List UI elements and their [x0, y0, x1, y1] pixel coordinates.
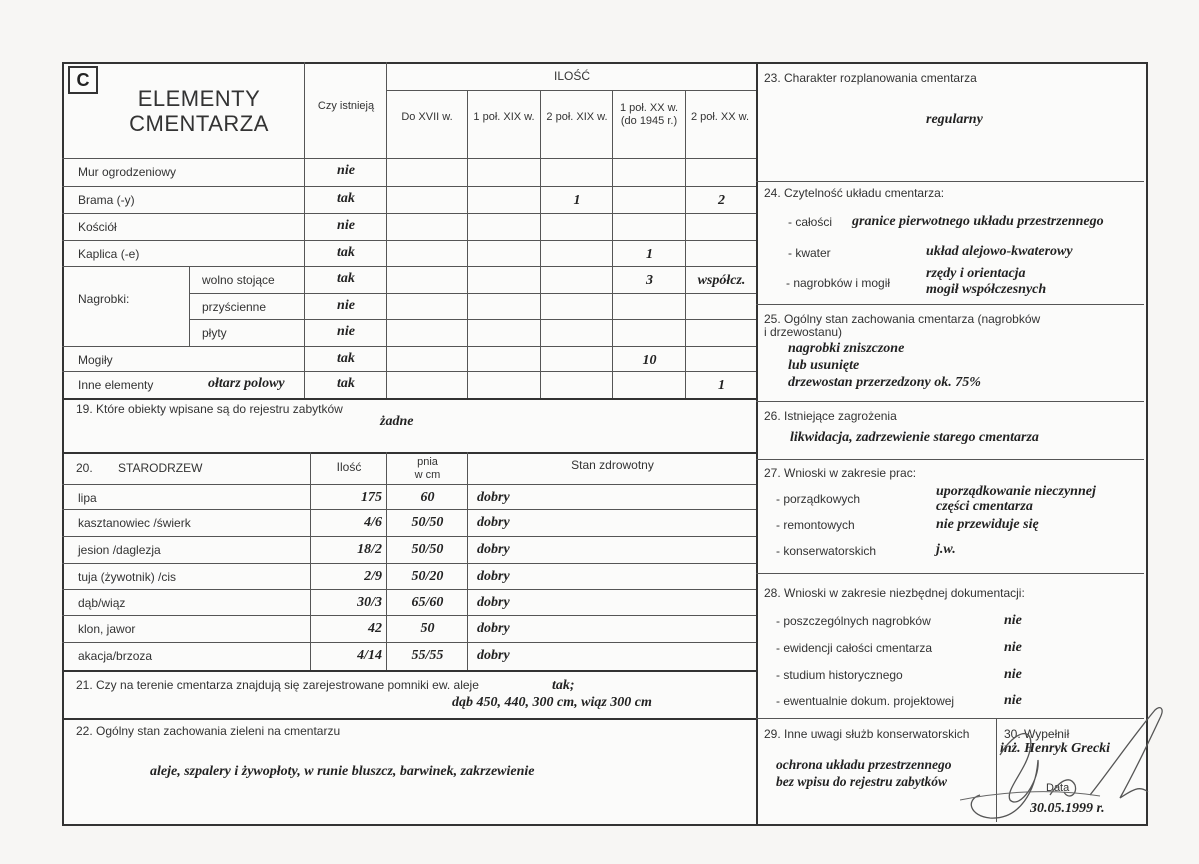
grid-line [62, 718, 756, 720]
col-ilosc-header: ILOŚĆ [553, 69, 590, 83]
q23-value: regularny [926, 112, 983, 127]
element-row-czy: tak [337, 376, 355, 391]
q20-label: STARODRZEW [118, 461, 203, 475]
grid-line [62, 186, 756, 187]
tree-name: kasztanowiec /świerk [78, 516, 191, 530]
q24-item-label: - kwater [788, 246, 831, 260]
elementy-title [96, 86, 302, 136]
tree-ilosc: 42 [368, 621, 382, 636]
grid-line [62, 452, 756, 454]
grid-line [62, 213, 756, 214]
q26-value: likwidacja, zadrzewienie starego cmentarza [790, 430, 1039, 445]
grid-line [756, 181, 1144, 182]
grid-line [62, 670, 756, 672]
tree-name: akacja/brzoza [78, 649, 153, 663]
grid-line [62, 266, 756, 267]
tree-pnia: 50 [420, 621, 435, 636]
signature-graphic [960, 700, 1180, 830]
q27-item-label: - konserwatorskich [776, 544, 877, 558]
q27-label: 27. Wnioski w zakresie prac: [764, 466, 917, 480]
tree-ilosc: 4/6 [364, 515, 382, 530]
tree-name: lipa [78, 491, 97, 505]
q30-value: inż. Henryk Grecki [1000, 741, 1111, 756]
element-row-label: Mogiły [78, 353, 113, 367]
tree-ilosc: 30/3 [357, 595, 382, 610]
section-letter-box: C [68, 66, 98, 94]
tree-pnia: 50/50 [411, 515, 444, 530]
q21-value-1: tak; [552, 678, 575, 693]
tree-pnia: 60 [420, 490, 435, 505]
q29-value: bez wpisu do rejestru zabytków [776, 774, 948, 789]
q28-item-value: nie [1004, 667, 1022, 682]
element-row-label: Mur ogrodzeniowy [78, 165, 177, 179]
element-row-label: Kościół [78, 220, 117, 234]
q25-label: 25. Ogólny stan zachowania cmentarza (nagrobków [764, 312, 1041, 326]
element-row-label: Inne elementy [78, 378, 154, 392]
grid-line [189, 319, 756, 320]
q22-value: aleje, szpalery i żywopłoty, w runie bluszcz, barwinek, zakrzewienie [150, 764, 535, 779]
grid-line [685, 90, 686, 398]
q25-label: i drzewostanu) [764, 325, 843, 339]
element-row-extra: ołtarz polowy [208, 376, 285, 391]
element-row-period-value: 10 [642, 353, 657, 368]
grid-line [62, 563, 756, 564]
q25-value: drzewostan przerzedzony ok. 75% [788, 375, 981, 390]
date-label: Data [1046, 782, 1070, 794]
tree-name: klon, jawor [78, 622, 136, 636]
element-row-czy: tak [337, 271, 355, 286]
date-value: 30.05.1999 r. [1030, 801, 1105, 816]
tree-ilosc: 175 [361, 490, 382, 505]
grid-line [62, 371, 756, 372]
q24-item-value: mogił współczesnych [926, 282, 1047, 297]
q24-item-label: - nagrobków i mogił [786, 276, 891, 290]
q21-value-2: dąb 450, 440, 300 cm, wiąz 300 cm [452, 695, 652, 710]
element-row-czy: tak [337, 351, 355, 366]
tree-ilosc: 4/14 [357, 648, 382, 663]
tree-pnia: 50/50 [411, 542, 444, 557]
grid-line [62, 346, 756, 347]
tree-pnia: 65/60 [411, 595, 444, 610]
grid-line [756, 304, 1144, 305]
grid-line [756, 573, 1144, 574]
q28-item-label: - studium historycznego [776, 668, 903, 682]
q28-item-value: nie [1004, 693, 1022, 708]
q24-item-value: granice pierwotnego układu przestrzennego [852, 214, 1104, 229]
grid-line [62, 642, 756, 643]
grid-line [386, 62, 387, 398]
element-row-czy: nie [337, 324, 355, 339]
q20-col-ilosc: Ilość [336, 460, 362, 474]
tree-ilosc: 18/2 [357, 542, 382, 557]
tree-stan: dobry [477, 648, 510, 663]
q29-value: ochrona układu przestrzennego [776, 757, 952, 772]
element-row-czy: nie [337, 163, 355, 178]
element-row-period-value: 3 [646, 273, 653, 288]
grid-line [189, 266, 190, 346]
tree-name: tuja (żywotnik) /cis [78, 570, 177, 584]
grid-line [189, 293, 756, 294]
q19-label: 19. Które obiekty wpisane są do rejestru zabytków [76, 402, 343, 416]
q30-label: 30. Wypełnił [1004, 727, 1070, 741]
tree-name: dąb/wiąz [78, 596, 126, 610]
grid-line [62, 158, 756, 159]
q29-label: 29. Inne uwagi służb konserwatorskich [764, 727, 970, 741]
q28-item-label: - ewentualnie dokum. projektowej [776, 694, 955, 708]
grid-line [62, 589, 756, 590]
element-row-czy: nie [337, 218, 355, 233]
tree-ilosc: 2/9 [364, 569, 382, 584]
element-row-period-value: 2 [718, 193, 725, 208]
q26-label: 26. Istniejące zagrożenia [764, 409, 897, 423]
q28-item-label: - ewidencji całości cmentarza [776, 641, 933, 655]
q27-item-value: części cmentarza [936, 499, 1033, 514]
q28-label: 28. Wnioski w zakresie niezbędnej dokumentacji: [764, 586, 1025, 600]
nagrobki-label: Nagrobki: [78, 292, 130, 306]
grid-line [756, 459, 1144, 460]
title-line-2: CMENTARZA [129, 111, 269, 136]
element-row-czy: tak [337, 191, 355, 206]
grid-line [62, 484, 756, 485]
tree-name: jesion /daglezja [78, 543, 161, 557]
q20-col-pnia [388, 456, 467, 482]
grid-line [62, 509, 756, 510]
panel-divider [756, 62, 758, 824]
q24-label: 24. Czytelność układu cmentarza: [764, 186, 945, 200]
grid-line [467, 90, 468, 398]
period-header: 1 poł. XX w. (do 1945 r.) [619, 102, 679, 127]
q27-item-value: nie przewiduje się [936, 517, 1039, 532]
q27-item-value: j.w. [936, 542, 956, 557]
tree-stan: dobry [477, 490, 510, 505]
q24-item-label: - całości [788, 215, 833, 229]
tree-stan: dobry [477, 542, 510, 557]
grid-line [540, 90, 541, 398]
grid-line [386, 90, 756, 91]
grid-line [62, 240, 756, 241]
grid-line [62, 398, 756, 400]
tree-stan: dobry [477, 515, 510, 530]
element-row-label: Kaplica (-e) [78, 247, 140, 261]
grid-line [62, 536, 756, 537]
element-row-label: płyty [202, 326, 227, 340]
tree-stan: dobry [477, 595, 510, 610]
period-header: Do XVII w. [401, 111, 453, 123]
element-row-label: Brama (-y) [78, 193, 135, 207]
q27-item-label: - porządkowych [776, 492, 861, 506]
q25-value: nagrobki zniszczone [788, 341, 905, 356]
q28-item-label: - poszczególnych nagrobków [776, 614, 931, 628]
element-row-period-value: współcz. [697, 273, 746, 288]
grid-line [756, 401, 1144, 402]
element-row-period-value: 1 [718, 378, 725, 393]
grid-line [62, 615, 756, 616]
element-row-czy: tak [337, 245, 355, 260]
col-czy-header: Czy istnieją [317, 100, 375, 112]
period-header: 2 poł. XIX w. [546, 111, 608, 123]
tree-stan: dobry [477, 569, 510, 584]
q23-label: 23. Charakter rozplanowania cmentarza [764, 71, 977, 85]
title-line-1: ELEMENTY [137, 86, 261, 111]
grid-line [612, 90, 613, 398]
q20-col-pnia-line2: w cm [414, 469, 441, 481]
tree-pnia: 55/55 [411, 648, 444, 663]
q28-item-value: nie [1004, 613, 1022, 628]
q20-col-stan: Stan zdrowotny [571, 458, 654, 472]
q28-item-value: nie [1004, 640, 1022, 655]
q20-col-pnia-line1: pnia [417, 456, 438, 468]
tree-stan: dobry [477, 621, 510, 636]
element-row-period-value: 1 [646, 247, 653, 262]
q27-item-label: - remontowych [776, 518, 855, 532]
period-header: 1 poł. XIX w. [473, 111, 535, 123]
tree-pnia: 50/20 [411, 569, 444, 584]
q25-value: lub usunięte [788, 358, 860, 373]
element-row-period-value: 1 [573, 193, 581, 208]
q24-item-value: rzędy i orientacja [926, 266, 1026, 281]
q22-label: 22. Ogólny stan zachowania zieleni na cmentarzu [76, 724, 341, 738]
q20-num: 20. [76, 461, 93, 475]
period-header: 2 poł. XX w. [690, 111, 750, 123]
element-row-label: wolno stojące [202, 273, 275, 287]
element-row-label: przyścienne [202, 300, 267, 314]
element-row-czy: nie [337, 298, 355, 313]
q24-item-value: układ alejowo-kwaterowy [926, 244, 1073, 259]
q19-value: żadne [380, 414, 414, 429]
q21-label: 21. Czy na terenie cmentarza znajdują się zarejestrowane pomniki ew. aleje [76, 678, 479, 692]
q27-item-value: uporządkowanie nieczynnej [936, 484, 1096, 499]
grid-line [304, 62, 305, 398]
